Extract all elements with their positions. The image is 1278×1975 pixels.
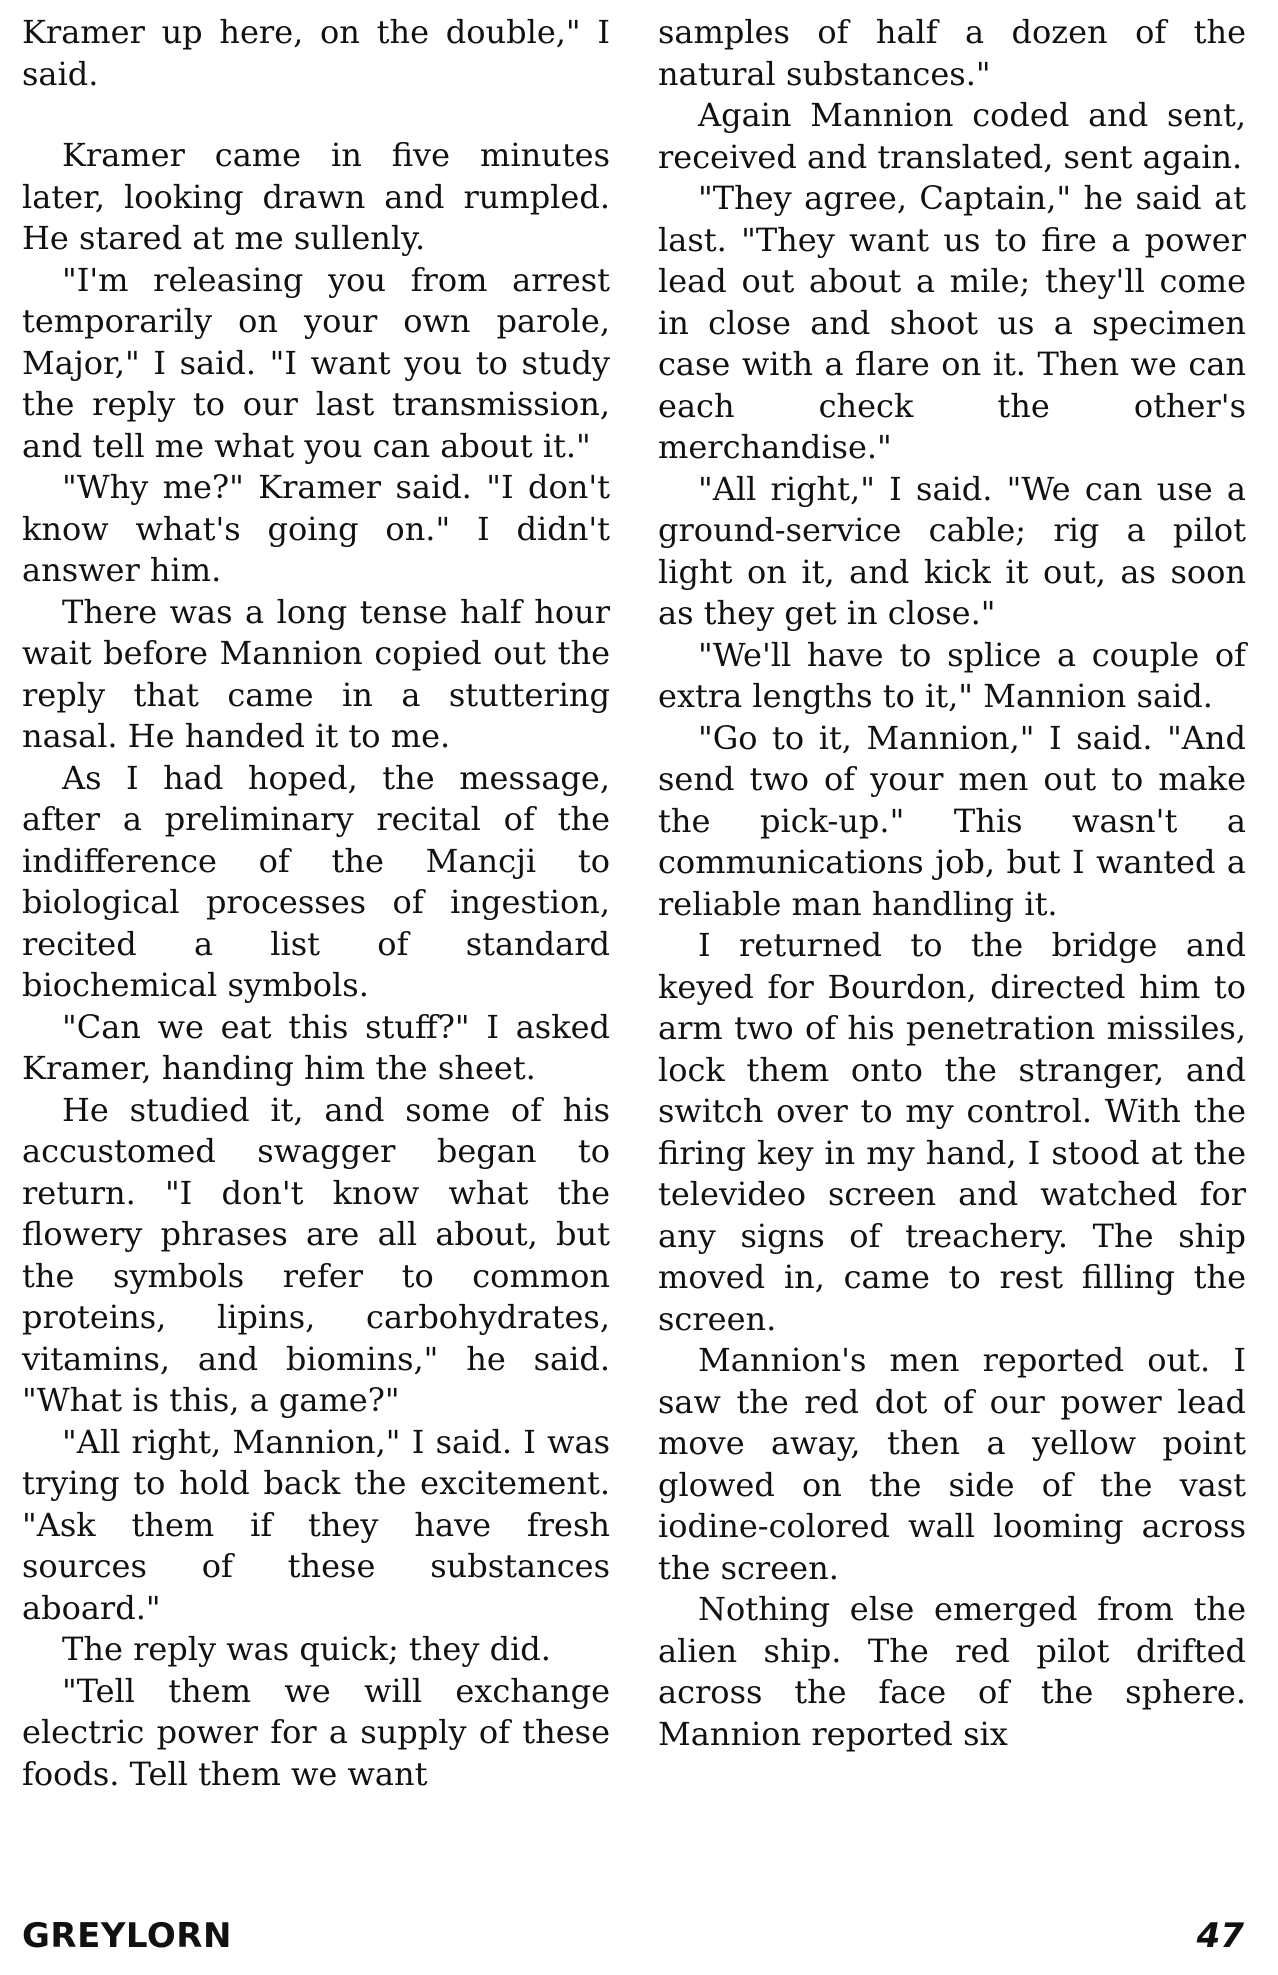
paragraph: Mannion's men reported out. I saw the red dot of our power lead move away, then a yellow point glowed on the side of the vast iodine-colored wall looming across the screen. xyxy=(658,1341,1246,1587)
right-text-column xyxy=(658,12,1246,1755)
running-title: GREYLORN xyxy=(22,1916,232,1956)
paragraph: The reply was quick; they did. xyxy=(62,1630,551,1668)
paragraph: "I'm releasing you from arrest temporarily on your own parole, Major," I said. "I want you to study the reply to our last transmission, and tell me what you can about it." xyxy=(22,260,610,465)
paragraph: There was a long tense half hour wait before Mannion copied out the reply that came in a stuttering nasal. He handed it to me. xyxy=(22,592,610,755)
left-text-column xyxy=(22,12,610,1795)
paragraph: As I had hoped, the message, after a preliminary recital of the indifference of the Mancji to biological processes of ingestion, recited a list of standard biochemical symbols. xyxy=(22,758,610,1004)
paragraph: "They agree, Captain," he said at last. "They want us to fire a power lead out about a mile; they'll come in close and shoot us a specimen case with a flare on it. Then we can each check the other's merchandise." xyxy=(658,179,1246,466)
paragraph: "We'll have to splice a couple of extra lengths to it," Mannion said. xyxy=(658,635,1246,715)
paragraph: I returned to the bridge and keyed for Bourdon, directed him to arm two of his penetration missiles, lock them onto the stranger, and switch over to my control. With the firing key in my hand, I stood at the televideo screen and watched for any signs of treachery. The ship moved in, came to rest filling the screen. xyxy=(658,926,1246,1338)
paragraph: Nothing else emerged from the alien ship. The red pilot drifted across the face of the sphere. Mannion reported six xyxy=(658,1590,1246,1753)
paragraph: Again Mannion coded and sent, received and translated, sent again. xyxy=(658,96,1246,176)
page-footer xyxy=(0,1916,1278,1966)
paragraph: "Go to it, Mannion," I said. "And send two of your men out to make the pick-up." This wasn't a communications job, but I wanted a reliable man handling it. xyxy=(658,718,1246,923)
paragraph: "All right, Mannion," I said. I was trying to hold back the excitement. "Ask them if they have fresh sources of these substances aboard." xyxy=(22,1422,610,1627)
paragraph: "Why me?" Kramer said. "I don't know what's going on." I didn't answer him. xyxy=(22,468,610,589)
paragraph: Kramer came in five minutes later, looking drawn and rumpled. He stared at me sullenly. xyxy=(22,136,610,257)
paragraph: "Can we eat this stuff?" I asked Kramer, handing him the sheet. xyxy=(22,1007,610,1087)
page-number: 47 xyxy=(1196,1916,1244,1956)
paragraph: He studied it, and some of his accustomed swagger began to return. "I don't know what the flowery phrases are all about, but the symbols refer to common proteins, lipins, carbohydrates, vitamins, and biomins," he said. "What is this, a game?" xyxy=(22,1090,610,1419)
paragraph: "All right," I said. "We can use a ground-service cable; rig a pilot light on it, and kick it out, as soon as they get in close." xyxy=(658,469,1246,632)
paragraph: "Tell them we will exchange electric power for a supply of these foods. Tell them we want xyxy=(22,1671,610,1793)
paragraph: Kramer up here, on the double," I said. xyxy=(22,13,610,93)
paragraph: samples of half a dozen of the natural substances." xyxy=(658,13,1246,93)
